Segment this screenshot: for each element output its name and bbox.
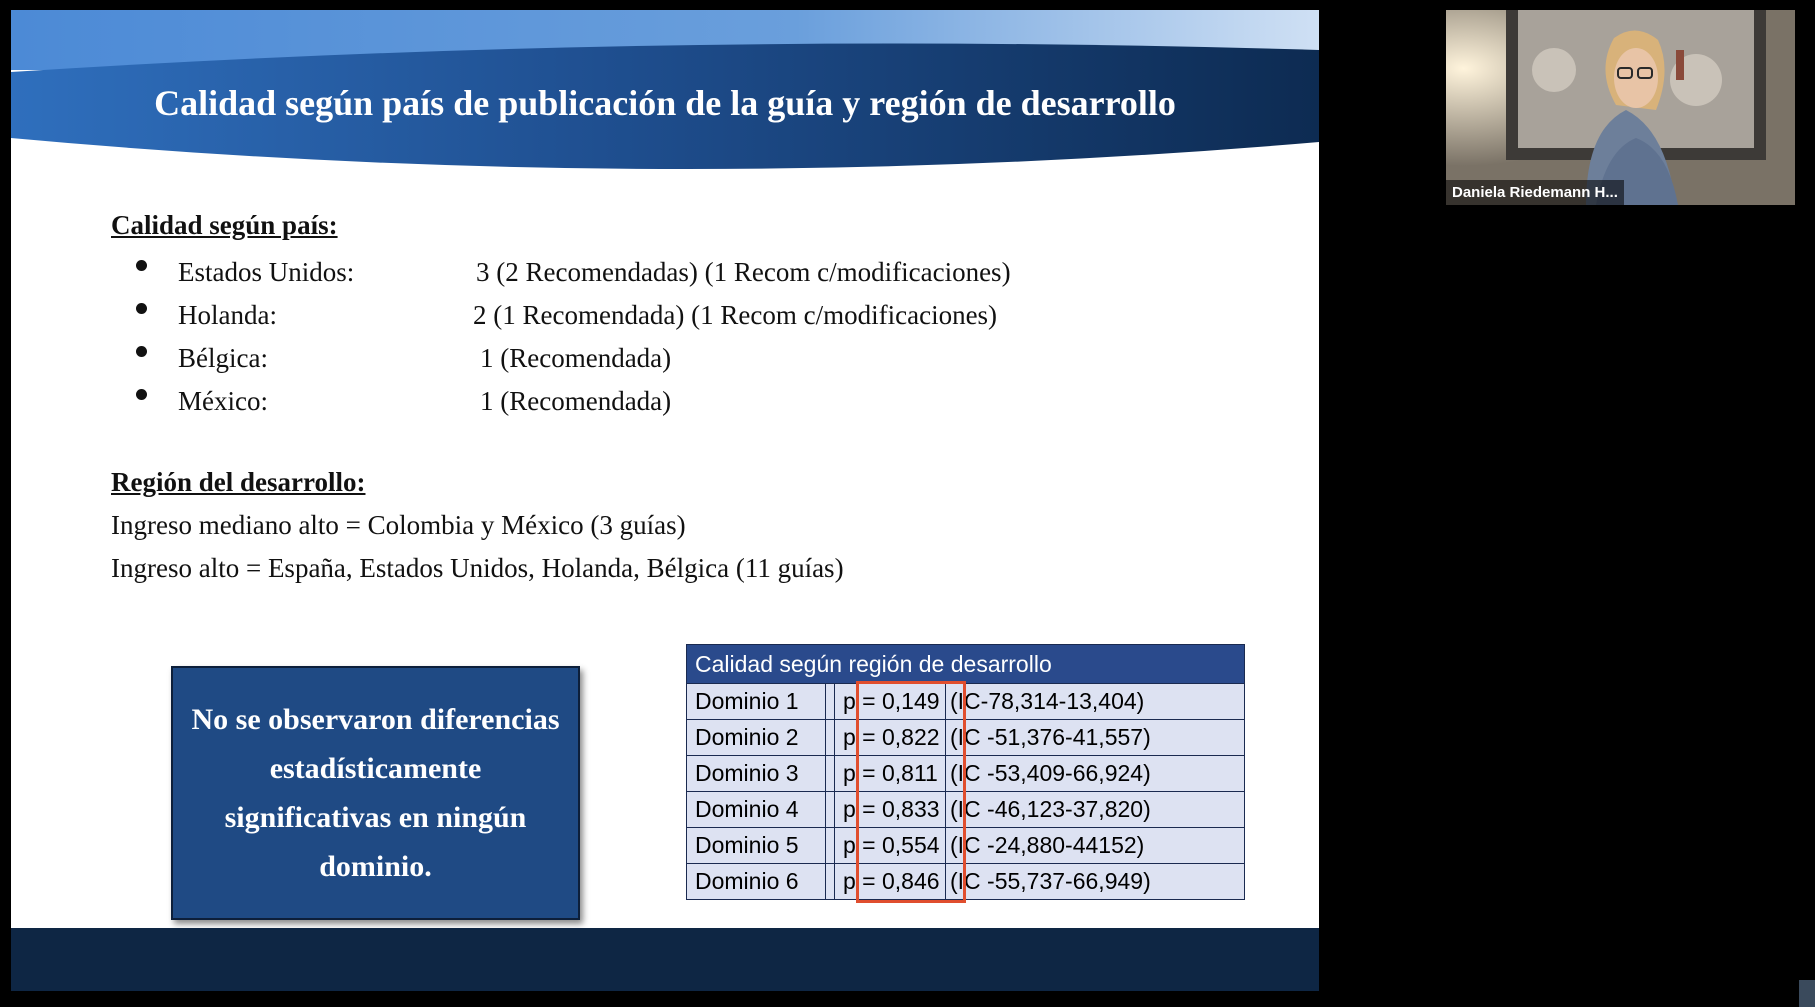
region-line: Ingreso alto = España, Estados Unidos, Holanda, Bélgica (11 guías) xyxy=(111,553,844,583)
spacer-cell xyxy=(826,720,835,756)
participant-video-tile[interactable] xyxy=(1446,10,1795,205)
ci-cell: (IC -51,376-41,557) xyxy=(946,720,1245,756)
country-name: Estados Unidos: xyxy=(178,257,355,287)
table-row xyxy=(687,684,1245,720)
domain-cell: Dominio 3 xyxy=(687,756,826,792)
scrollbar-thumb[interactable] xyxy=(1799,980,1815,1007)
conclusion-callout xyxy=(171,666,580,920)
country-quality: 1 (Recomendada) xyxy=(480,386,672,416)
country-name: Holanda: xyxy=(178,300,277,330)
table-row xyxy=(687,792,1245,828)
ci-cell: (IC -46,123-37,820) xyxy=(946,792,1245,828)
spacer-cell xyxy=(826,792,835,828)
bullet-icon xyxy=(136,346,147,357)
ci-cell: (IC -55,737-66,949) xyxy=(946,864,1245,900)
domain-cell: Dominio 6 xyxy=(687,864,826,900)
table-header-row xyxy=(687,645,1245,684)
p-value-cell: p = 0,554 xyxy=(835,828,946,864)
region-section-heading: Región del desarrollo: xyxy=(111,467,366,497)
p-value-cell: p = 0,833 xyxy=(835,792,946,828)
table-header: Calidad según región de desarrollo xyxy=(687,645,1245,684)
p-value-cell: p = 0,822 xyxy=(835,720,946,756)
conclusion-text: No se observaron diferencias estadísticamente significativas en ningún dominio. xyxy=(191,703,560,883)
table-row xyxy=(687,828,1245,864)
p-value-cell: p = 0,846 xyxy=(835,864,946,900)
country-quality: 3 (2 Recomendadas) (1 Recom c/modificaciones) xyxy=(476,257,1011,287)
p-value-cell: p = 0,811 xyxy=(835,756,946,792)
ci-cell: (IC-78,314-13,404) xyxy=(946,684,1245,720)
country-section-heading: Calidad según país: xyxy=(111,210,338,240)
table-row xyxy=(687,720,1245,756)
ci-cell: (IC -24,880-44152) xyxy=(946,828,1245,864)
spacer-cell xyxy=(826,756,835,792)
country-name: México: xyxy=(178,386,268,416)
domain-cell: Dominio 4 xyxy=(687,792,826,828)
spacer-cell xyxy=(826,684,835,720)
bullet-icon xyxy=(136,260,147,271)
bullet-icon xyxy=(136,303,147,314)
country-quality: 2 (1 Recomendada) (1 Recom c/modificaciones) xyxy=(473,300,998,330)
slide-title: Calidad según país de publicación de la guía y región de desarrollo xyxy=(154,83,1176,123)
participant-video-feed xyxy=(1446,10,1795,205)
region-line: Ingreso mediano alto = Colombia y México (3 guías) xyxy=(111,510,686,540)
spacer-cell xyxy=(826,828,835,864)
participant-name-label: Daniela Riedemann H... xyxy=(1446,180,1624,205)
slide-footer-band xyxy=(11,928,1319,991)
domain-cell: Dominio 5 xyxy=(687,828,826,864)
country-quality: 1 (Recomendada) xyxy=(480,343,672,373)
table-row xyxy=(687,756,1245,792)
p-value-cell: p = 0,149 xyxy=(835,684,946,720)
table-row xyxy=(687,864,1245,900)
results-table xyxy=(686,644,1245,900)
bullet-icon xyxy=(136,389,147,400)
spacer-cell xyxy=(826,864,835,900)
domain-cell: Dominio 1 xyxy=(687,684,826,720)
country-name: Bélgica: xyxy=(178,343,268,373)
ci-cell: (IC -53,409-66,924) xyxy=(946,756,1245,792)
domain-cell: Dominio 2 xyxy=(687,720,826,756)
